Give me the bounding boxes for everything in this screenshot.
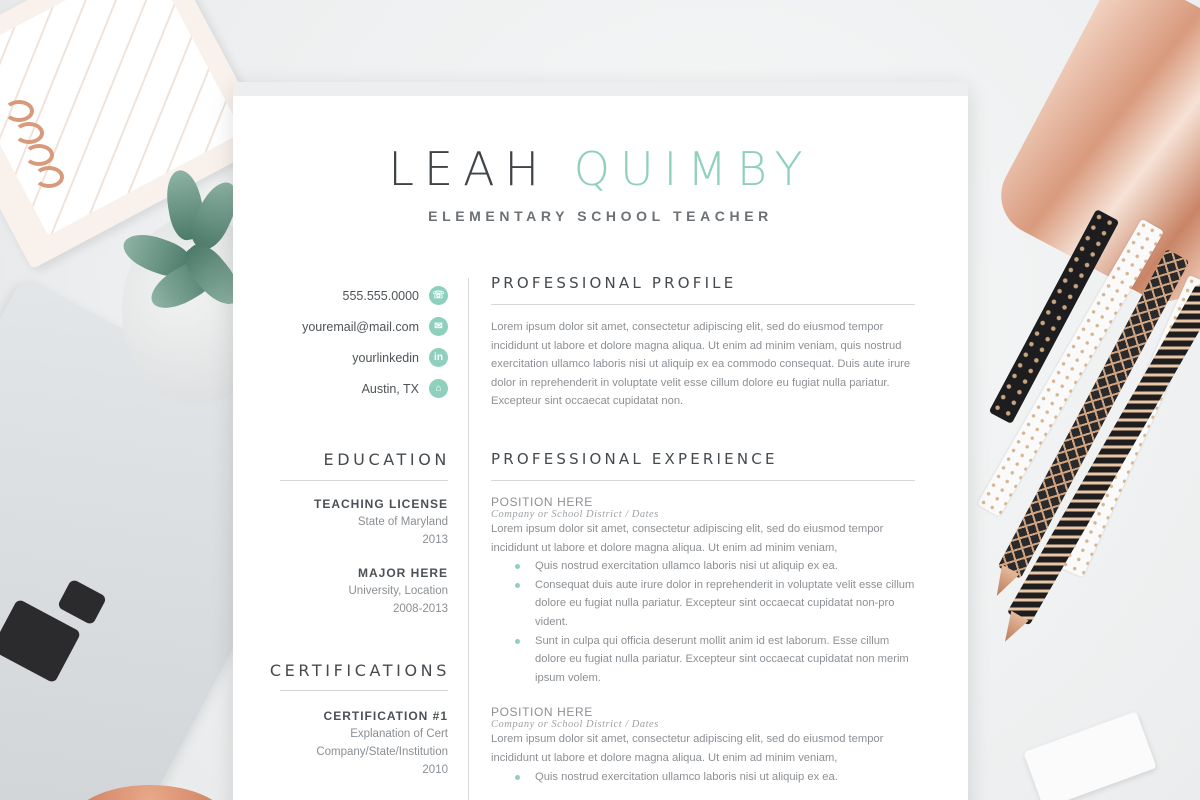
contact-location: [208, 373, 448, 404]
education-item: [248, 565, 448, 618]
job-company: Company or School District / Dates: [491, 719, 659, 731]
certifications-rule: [280, 690, 448, 691]
job-bullets: [515, 768, 915, 787]
certification-detail: Explanation of Cert: [350, 728, 448, 740]
phone-icon: ☏: [429, 286, 448, 305]
notebook-ring: [14, 122, 44, 144]
profile-section: [491, 274, 915, 411]
notebook-ring: [34, 166, 64, 188]
job-bullets: [515, 557, 915, 687]
job-position: POSITION HERE: [491, 495, 593, 509]
certification-title: CERTIFICATION #1: [323, 709, 448, 723]
job-bullet: Quis nostrud exercitation ullamco laboris nisi ut aliquip ex ea.: [515, 557, 915, 576]
certification-year: 2010: [422, 764, 448, 776]
job-entry: [491, 705, 915, 786]
experience-rule: [491, 480, 915, 481]
education-detail: State of Maryland: [357, 516, 448, 528]
certification-item: [248, 708, 448, 779]
first-name: LEAH: [388, 142, 550, 196]
column-divider: [468, 278, 469, 800]
profile-rule: [491, 304, 915, 305]
contact-phone: [208, 280, 448, 311]
certifications-heading: CERTIFICATIONS: [269, 661, 450, 680]
job-bullet: Consequat duis aute irure dolor in reprehenderit in voluptate velit esse cillum dolore eu fugiat nulla pariatur. Excepteur sint occaecat cupidatat non-pro vident.: [515, 576, 915, 632]
phone-number: 555.555.0000: [342, 288, 419, 303]
contact-linkedin: [208, 342, 448, 373]
education-detail: University, Location: [348, 585, 448, 597]
email-address: youremail@mail.com: [302, 319, 419, 334]
job-position: POSITION HERE: [491, 705, 593, 720]
job-bullet: Quis nostrud exercitation ullamco laboris nisi ut aliquip ex ea.: [515, 768, 915, 787]
resume-page: [233, 82, 968, 800]
contact-email: [208, 311, 448, 342]
profile-text: Lorem ipsum dolor sit amet, consectetur adipiscing elit, sed do eiusmod tempor incididunt ut labore et dolore magna aliqua. Ut enim ad minim veniam, quis nostrud exercitation ullamco laboris nisi ut aliquip ex ea commodo consequat. Duis aute irure dolor in reprehenderit in voluptate velit esse cillum dolore eu fugiat nulla pariatur. Excepteur sint occaecat cupidatat non.: [491, 321, 911, 408]
location: Austin, TX: [361, 381, 419, 396]
notebook-ring: [24, 144, 54, 166]
education-year: 2013: [422, 534, 448, 546]
job-bullet: Sunt in culpa qui officia deserunt mollit anim id est laborum. Esse cillum dolore eu fugiat nulla pariatur. Excepteur sint occaecat cupidatat non merim ipsum volem.: [515, 632, 915, 688]
resume-name: [233, 142, 968, 196]
job-title: ELEMENTARY SCHOOL TEACHER: [428, 208, 773, 224]
experience-section: [491, 450, 915, 786]
education-title: TEACHING LICENSE: [313, 497, 448, 511]
linkedin-icon: in: [429, 348, 448, 367]
linkedin-handle: yourlinkedin: [352, 350, 419, 365]
home-icon: ⌂: [429, 379, 448, 398]
job-entry: [491, 495, 915, 687]
profile-heading: PROFESSIONAL PROFILE: [491, 274, 737, 292]
experience-heading: PROFESSIONAL EXPERIENCE: [491, 450, 778, 468]
education-rule: [280, 480, 448, 481]
education-year: 2008-2013: [393, 603, 448, 615]
education-title: MAJOR HERE: [357, 566, 448, 580]
education-item: [248, 496, 448, 549]
job-company: Company or School District / Dates: [491, 509, 659, 520]
mail-icon: ✉: [429, 317, 448, 336]
page-top-band: [233, 82, 968, 96]
education-heading: EDUCATION: [323, 450, 450, 469]
job-summary: Lorem ipsum dolor sit amet, consectetur adipiscing elit, sed do eiusmod tempor incididunt ut labore et dolore magna aliqua. Ut enim ad minim veniam,: [491, 523, 884, 554]
notebook-ring: [4, 100, 34, 122]
last-name: QUIMBY: [573, 142, 813, 196]
job-summary: Lorem ipsum dolor sit amet, consectetur adipiscing elit, sed do eiusmod tempor incididunt ut labore et dolore magna aliqua. Ut enim ad minim veniam,: [491, 733, 884, 764]
contact-list: [208, 280, 448, 404]
certification-issuer: Company/State/Institution: [316, 746, 448, 758]
